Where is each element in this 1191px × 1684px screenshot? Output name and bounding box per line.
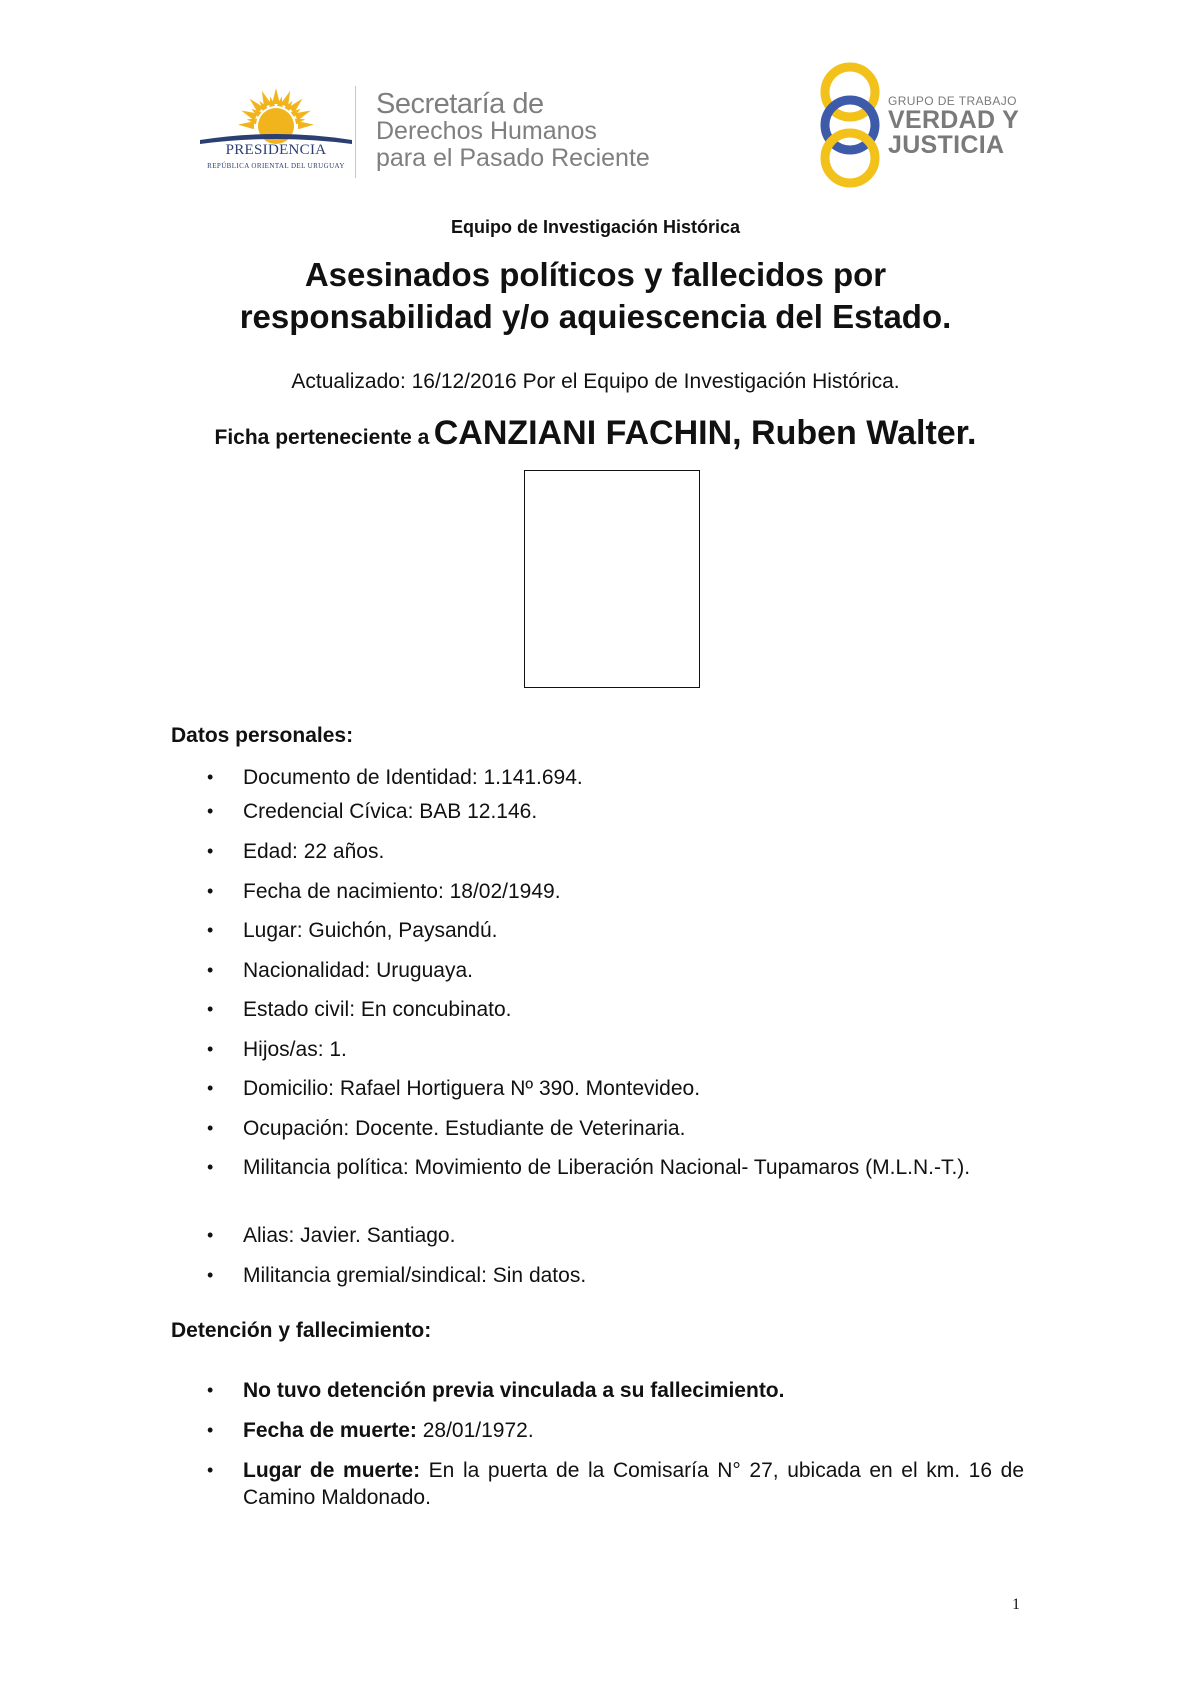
secretaria-line-3: para el Pasado Reciente: [376, 144, 650, 172]
gtvj-logo-text: [888, 94, 1019, 158]
title-line-1: Asesinados políticos y fallecidos por: [304, 256, 887, 293]
secretaria-logo-text: [376, 90, 650, 172]
presidencia-subtitle: REPÚBLICA ORIENTAL DEL URUGUAY: [207, 162, 345, 170]
page-number: 1: [1012, 1596, 1020, 1613]
secretaria-line-2: Derechos Humanos: [376, 117, 597, 145]
detention-heading: Detención y fallecimiento:: [171, 1319, 432, 1342]
logo-divider: [355, 86, 356, 178]
ficha-line: [0, 414, 1191, 453]
title-line-2: responsabilidad y/o aquiescencia del Estado.: [239, 298, 952, 335]
gtvj-line-1: GRUPO DE TRABAJO: [888, 94, 1017, 108]
updated-line: Actualizado: 16/12/2016 Por el Equipo de Investigación Histórica.: [291, 370, 900, 393]
photo-placeholder: [524, 470, 700, 688]
death-place-label: Lugar de muerte:: [243, 1459, 421, 1482]
gtvj-line-2: VERDAD Y: [888, 106, 1020, 134]
ficha-period: .: [967, 414, 977, 452]
gtvj-line-3: JUSTICIA: [888, 131, 1005, 159]
death-date-value: 28/01/1972.: [416, 1419, 534, 1442]
team-kicker: Equipo de Investigación Histórica: [450, 217, 741, 237]
document-title: [150, 254, 1041, 338]
secretaria-line-1: Secretaría de: [376, 88, 544, 120]
ficha-prefix: Ficha perteneciente a: [214, 426, 430, 449]
ficha-name: CANZIANI FACHIN, Ruben Walter: [433, 414, 968, 452]
gtvj-rings-logo: [812, 62, 890, 188]
personal-heading: Datos personales:: [171, 724, 354, 747]
presidencia-wordmark: PRESIDENCIA: [225, 142, 327, 158]
death-place-value: En la puerta de la Comisaría N° 27, ubicada en el km. 16 de Camino Maldonado.: [243, 1459, 1024, 1509]
death-date-label: Fecha de muerte:: [243, 1419, 417, 1442]
